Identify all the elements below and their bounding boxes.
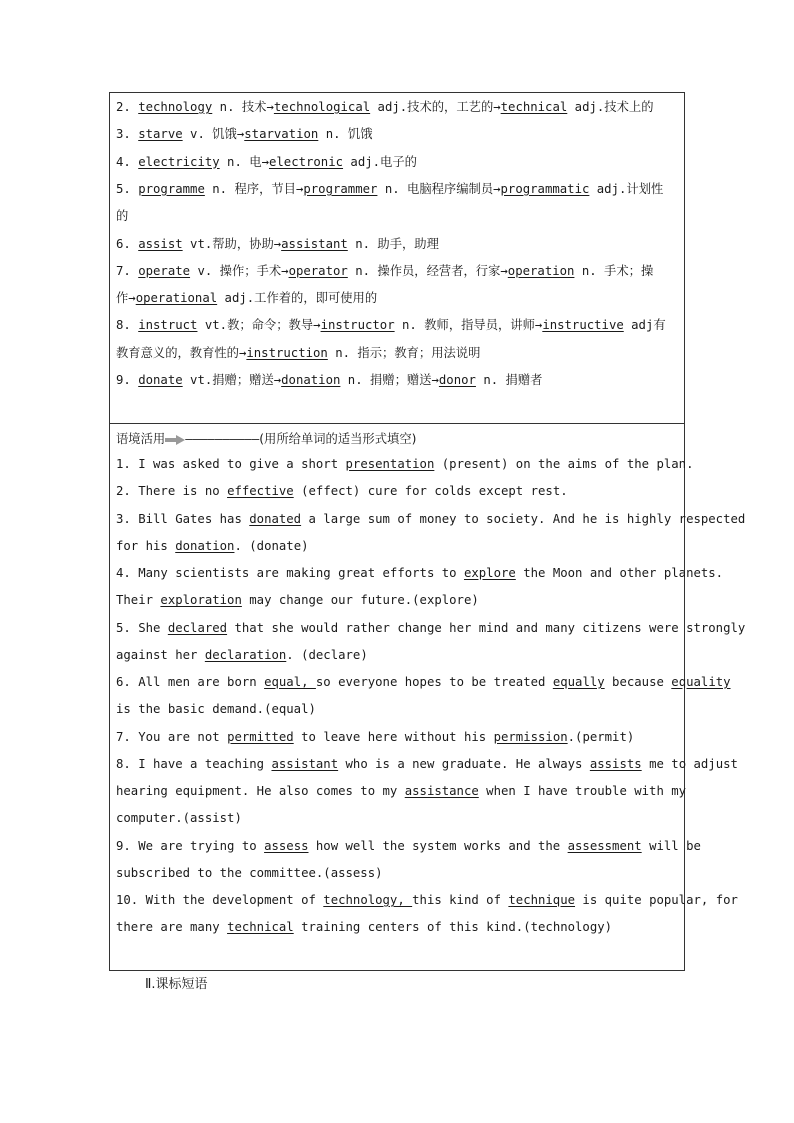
line-text: 7. You are not bbox=[116, 729, 228, 744]
answer-word: instructor bbox=[320, 318, 395, 333]
exercise-line bbox=[116, 510, 746, 528]
vocab-line bbox=[116, 235, 678, 253]
vocab-line bbox=[116, 262, 678, 280]
answer-word: equality bbox=[671, 675, 731, 689]
line-text: n. 电→ bbox=[219, 154, 269, 169]
line-text: 6. bbox=[116, 236, 139, 251]
answer-word: technical bbox=[227, 920, 294, 935]
line-text: is the basic demand.(equal) bbox=[116, 702, 316, 717]
exercise-line bbox=[116, 809, 678, 827]
exercise-line bbox=[116, 646, 678, 664]
exercise-header bbox=[116, 430, 416, 448]
line-text: because bbox=[604, 675, 672, 689]
line-text: 2. bbox=[116, 100, 139, 114]
answer-word: assistant bbox=[281, 236, 348, 251]
exercise-line bbox=[116, 537, 678, 555]
answer-word: instruct bbox=[138, 318, 198, 333]
vocab-line bbox=[116, 344, 678, 362]
answer-word: operate bbox=[138, 263, 191, 278]
line-text: vt.捐赠；赠送→ bbox=[182, 373, 282, 387]
exercise-line bbox=[116, 673, 731, 691]
exercise-box bbox=[109, 423, 746, 971]
line-text: will be bbox=[641, 838, 701, 853]
answer-word: donation bbox=[281, 373, 341, 387]
line-text: n. 教师，指导员，讲师→ bbox=[394, 318, 543, 333]
line-text: v. 饥饿→ bbox=[182, 127, 245, 142]
answer-word: permitted bbox=[227, 729, 294, 744]
line-text: a large sum of money to society. And he is highly respected bbox=[301, 511, 746, 526]
line-text: 1. I was asked to give a short bbox=[116, 457, 346, 471]
line-text: adj.电子的 bbox=[343, 154, 417, 169]
line-text: 6. All men are born bbox=[116, 675, 265, 689]
line-text: vt.帮助，协助→ bbox=[182, 236, 282, 251]
vocab-line bbox=[116, 207, 678, 225]
exercise-line bbox=[116, 891, 738, 909]
line-text: so everyone hopes to be treated bbox=[315, 675, 553, 689]
line-text: is quite popular, for bbox=[575, 893, 738, 907]
line-text: adj.计划性 bbox=[589, 181, 664, 196]
answer-word: donated bbox=[249, 511, 302, 526]
exercise-line bbox=[116, 755, 738, 773]
exercise-line bbox=[116, 482, 678, 500]
exercise-instruction: (用所给单词的适当形式填空) bbox=[259, 432, 417, 446]
line-text: vt.教；命令；教导→ bbox=[197, 318, 321, 333]
answer-word: technique bbox=[508, 893, 576, 907]
line-text: 的 bbox=[116, 209, 129, 224]
line-text: .(permit) bbox=[567, 729, 635, 744]
answer-word: assistance bbox=[404, 784, 479, 798]
arrow-icon bbox=[165, 435, 185, 445]
line-text: n. 饥饿 bbox=[318, 127, 373, 142]
answer-word: technology bbox=[138, 100, 213, 114]
exercise-line bbox=[116, 837, 701, 855]
vocab-line bbox=[116, 371, 678, 389]
line-text: v. 操作；手术→ bbox=[190, 263, 289, 278]
line-text: that she would rather change her mind and many citizens were strongly bbox=[227, 620, 746, 635]
answer-word: donation bbox=[175, 538, 235, 553]
vocab-line bbox=[116, 153, 678, 171]
line-text: who is a new graduate. He always bbox=[338, 756, 590, 771]
answer-word: equal, bbox=[264, 675, 316, 689]
answer-word: equally bbox=[552, 675, 605, 689]
line-text: 教育意义的，教育性的→ bbox=[116, 345, 247, 360]
line-text: 8. I have a teaching bbox=[116, 756, 272, 771]
answer-word: declared bbox=[167, 620, 228, 635]
line-text: 4. bbox=[116, 154, 139, 169]
answer-word: assist bbox=[138, 236, 183, 251]
answer-word: assess bbox=[264, 838, 309, 853]
answer-word: technological bbox=[273, 100, 371, 114]
line-text: 作→ bbox=[116, 291, 136, 306]
answer-word: exploration bbox=[160, 593, 242, 608]
line-text: 7. bbox=[116, 263, 139, 278]
line-text: 9. bbox=[116, 373, 139, 387]
line-text: . (donate) bbox=[234, 538, 309, 553]
answer-word: operational bbox=[135, 291, 218, 306]
answer-word: effective bbox=[227, 484, 294, 499]
vocab-line bbox=[116, 289, 678, 307]
answer-word: programmer bbox=[303, 181, 378, 196]
answer-word: electricity bbox=[138, 154, 220, 169]
answer-word: assistant bbox=[271, 756, 339, 771]
line-text: 3. bbox=[116, 127, 139, 142]
answer-word: explore bbox=[463, 566, 516, 580]
line-text: subscribed to the committee.(assess) bbox=[116, 865, 383, 880]
line-text: this kind of bbox=[412, 893, 509, 907]
answer-word: instruction bbox=[246, 345, 328, 360]
line-text: n. 程序，节目→ bbox=[204, 181, 304, 196]
vocab-line bbox=[116, 316, 678, 334]
line-text: (present) on the aims of the plan. bbox=[434, 457, 694, 471]
line-text: against her bbox=[116, 647, 205, 662]
line-text: n. 技术→ bbox=[212, 100, 274, 114]
line-text: n. 操作员，经营者，行家→ bbox=[347, 263, 508, 278]
answer-word: programme bbox=[138, 181, 205, 196]
line-text: me to adjust bbox=[641, 756, 738, 771]
exercise-line bbox=[116, 918, 678, 936]
answer-word: assists bbox=[589, 756, 642, 771]
answer-word: instructive bbox=[542, 318, 624, 333]
line-text: how well the system works and the bbox=[308, 838, 568, 853]
line-text: 4. Many scientists are making great efforts to bbox=[116, 566, 464, 580]
line-text: adj.技术上的 bbox=[567, 100, 654, 114]
line-text: may change our future.(explore) bbox=[241, 593, 479, 608]
line-text: n. 助手，助理 bbox=[347, 236, 439, 251]
exercise-line bbox=[116, 700, 678, 718]
vocab-line bbox=[116, 98, 678, 116]
line-text: 3. Bill Gates has bbox=[116, 511, 250, 526]
answer-word: electronic bbox=[268, 154, 344, 169]
line-text: adj.技术的，工艺的→ bbox=[370, 100, 501, 114]
answer-word: declaration bbox=[204, 647, 287, 662]
line-text: 10. With the development of bbox=[116, 893, 324, 907]
exercise-title: 语境活用 bbox=[116, 432, 166, 446]
exercise-line bbox=[116, 864, 678, 882]
vocab-line bbox=[116, 180, 678, 198]
answer-word: donor bbox=[438, 373, 476, 387]
exercise-line bbox=[116, 564, 724, 582]
line-text: hearing equipment. He also comes to my bbox=[116, 784, 405, 798]
answer-word: assessment bbox=[567, 838, 642, 853]
exercise-dashes: —————————— bbox=[185, 432, 260, 446]
vocabulary-box bbox=[109, 92, 685, 424]
line-text: 5. bbox=[116, 181, 139, 196]
exercise-line bbox=[116, 455, 694, 473]
exercise-line bbox=[116, 782, 687, 800]
answer-word: operation bbox=[507, 263, 575, 278]
line-text: there are many bbox=[116, 920, 228, 935]
line-text: n. 指示；教育；用法说明 bbox=[327, 345, 481, 360]
line-text: for his bbox=[116, 538, 176, 553]
answer-word: technology, bbox=[323, 893, 413, 907]
line-text: 9. We are trying to bbox=[116, 838, 265, 853]
answer-word: technical bbox=[500, 100, 568, 114]
line-text: training centers of this kind.(technology) bbox=[293, 920, 613, 935]
line-text: 2. There is no bbox=[116, 484, 228, 499]
answer-word: programmatic bbox=[500, 181, 590, 196]
section-heading: Ⅱ.课标短语 bbox=[145, 977, 208, 992]
line-text: to leave here without his bbox=[293, 729, 494, 744]
line-text: n. 电脑程序编制员→ bbox=[377, 181, 501, 196]
vocab-line bbox=[116, 125, 678, 143]
answer-word: permission bbox=[493, 729, 568, 744]
answer-word: donate bbox=[138, 373, 183, 387]
line-text: Their bbox=[116, 593, 161, 608]
line-text: 5. She bbox=[116, 620, 168, 635]
line-text: n. 捐赠；赠送→ bbox=[340, 373, 439, 387]
exercise-line bbox=[116, 591, 678, 609]
answer-word: operator bbox=[288, 263, 348, 278]
line-text: adj.工作着的，即可使用的 bbox=[217, 291, 378, 306]
line-text: . (declare) bbox=[286, 647, 368, 662]
line-text: n. 手术；操 bbox=[574, 263, 654, 278]
line-text: the Moon and other planets. bbox=[515, 566, 724, 580]
line-text: adj有 bbox=[623, 318, 666, 333]
line-text: n. 捐赠者 bbox=[475, 373, 543, 387]
exercise-line bbox=[116, 619, 746, 637]
line-text: computer.(assist) bbox=[116, 811, 242, 826]
line-text: when I have trouble with my bbox=[478, 784, 687, 798]
answer-word: starve bbox=[138, 127, 183, 142]
line-text: (effect) cure for colds except rest. bbox=[293, 484, 568, 499]
answer-word: starvation bbox=[244, 127, 319, 142]
answer-word: presentation bbox=[345, 457, 435, 471]
exercise-line bbox=[116, 728, 678, 746]
line-text: 8. bbox=[116, 318, 139, 333]
